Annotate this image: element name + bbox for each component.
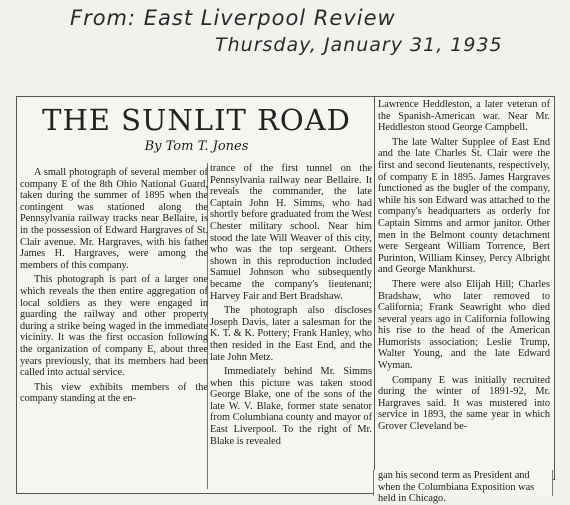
paragraph: Company E was initially recruited during the winter of 1891-92, Mr. Hargraves said. It was mustered into service in 1893, the same year in which Grover Cleveland be- bbox=[378, 374, 550, 433]
paragraph: trance of the first tunnel on the Pennsylvania railway near Bellaire. It reveals the commander, the late Captain John H. Simms, who had shortly before graduated from the West Chester military school. Near him stood the late Will Weaver of this city, who was the top sergeant. Others shown in this reproduction included Samuel Johnson who subsequently became the company's lieutenant; Harvey Fair and Bert Bradshaw. bbox=[210, 163, 372, 302]
paragraph: This photograph is part of a larger one which reveals the then entire aggregation of local soldiers as they were engaged in guarding the railway and other property during a strike being waged in the immediate vicinity. It was the first occasion following the organization of company E, about three years previously, that its members had been called into actual service. bbox=[20, 274, 208, 379]
article-clipping-continued bbox=[374, 96, 555, 480]
handwritten-source-note: From: East Liverpool Review bbox=[70, 6, 396, 30]
paragraph: A small photograph of several member of company E of the 8th Ohio National Guard, taken during the summer of 1895 when the contingent was stationed along the Pennsylvania railway tracks near Bellaire, is in the possession of Edward Hargraves of St. Clair avenue. Mr. Hargraves, with his father James H. Hargraves, were among the members of this company. bbox=[20, 167, 208, 271]
paragraph: The late Walter Supplee of East End and the late Charles St. Clair were the first and second lieutenants, respectively, of company E in 1895. James Hargraves functioned as the bugler of the company, while his son Edward was attached to the company's headquarters as orderly for Captain Simms and armor janitor. Other men in the Belmont county detachment were Sergeant William Torrence, Bert Purinton, William Kinsey, Percy Albright and George Mankhurst. bbox=[378, 136, 550, 276]
paragraph: This view exhibits members of the company standing at the en- bbox=[20, 381, 208, 405]
paragraph: Immediately behind Mr. Simms when this picture was taken stood George Blake, one of the sons of the late W. V. Blake, former state senator from Columbiana county and mayor of East Liverpool. To the right of Mr. Blake is revealed bbox=[210, 366, 372, 447]
handwritten-date-note: Thursday, January 31, 1935 bbox=[215, 34, 503, 56]
article-byline: By Tom T. Jones bbox=[144, 139, 249, 154]
article-clipping bbox=[16, 96, 377, 494]
paragraph: Lawrence Heddleston, a later veteran of the Spanish-American war. Near Mr. Heddleston stood George Campbell. bbox=[378, 99, 550, 134]
paragraph: There were also Elijah Hill; Charles Bradshaw, who later removed to California; Frank Seawright who died several years ago in California following his rise to the head of the American Humorists association; Leslie Trump, Walter Young, and the late Edward Wyman. bbox=[378, 278, 550, 372]
article-title: THE SUNLIT ROAD bbox=[42, 103, 351, 137]
article-tail-fragment: gan his second term as President and when the Columbiana Exposition was held in Chicago. bbox=[373, 470, 553, 496]
paragraph: The photograph also discloses Joseph Davis, later a salesman for the K. T. & K. Pottery; Frank Hanley, who then resided in the East End, and the late John Metz. bbox=[210, 305, 372, 363]
article-column-2 bbox=[210, 163, 372, 491]
article-column-3 bbox=[378, 99, 550, 477]
article-column-1 bbox=[20, 167, 208, 491]
